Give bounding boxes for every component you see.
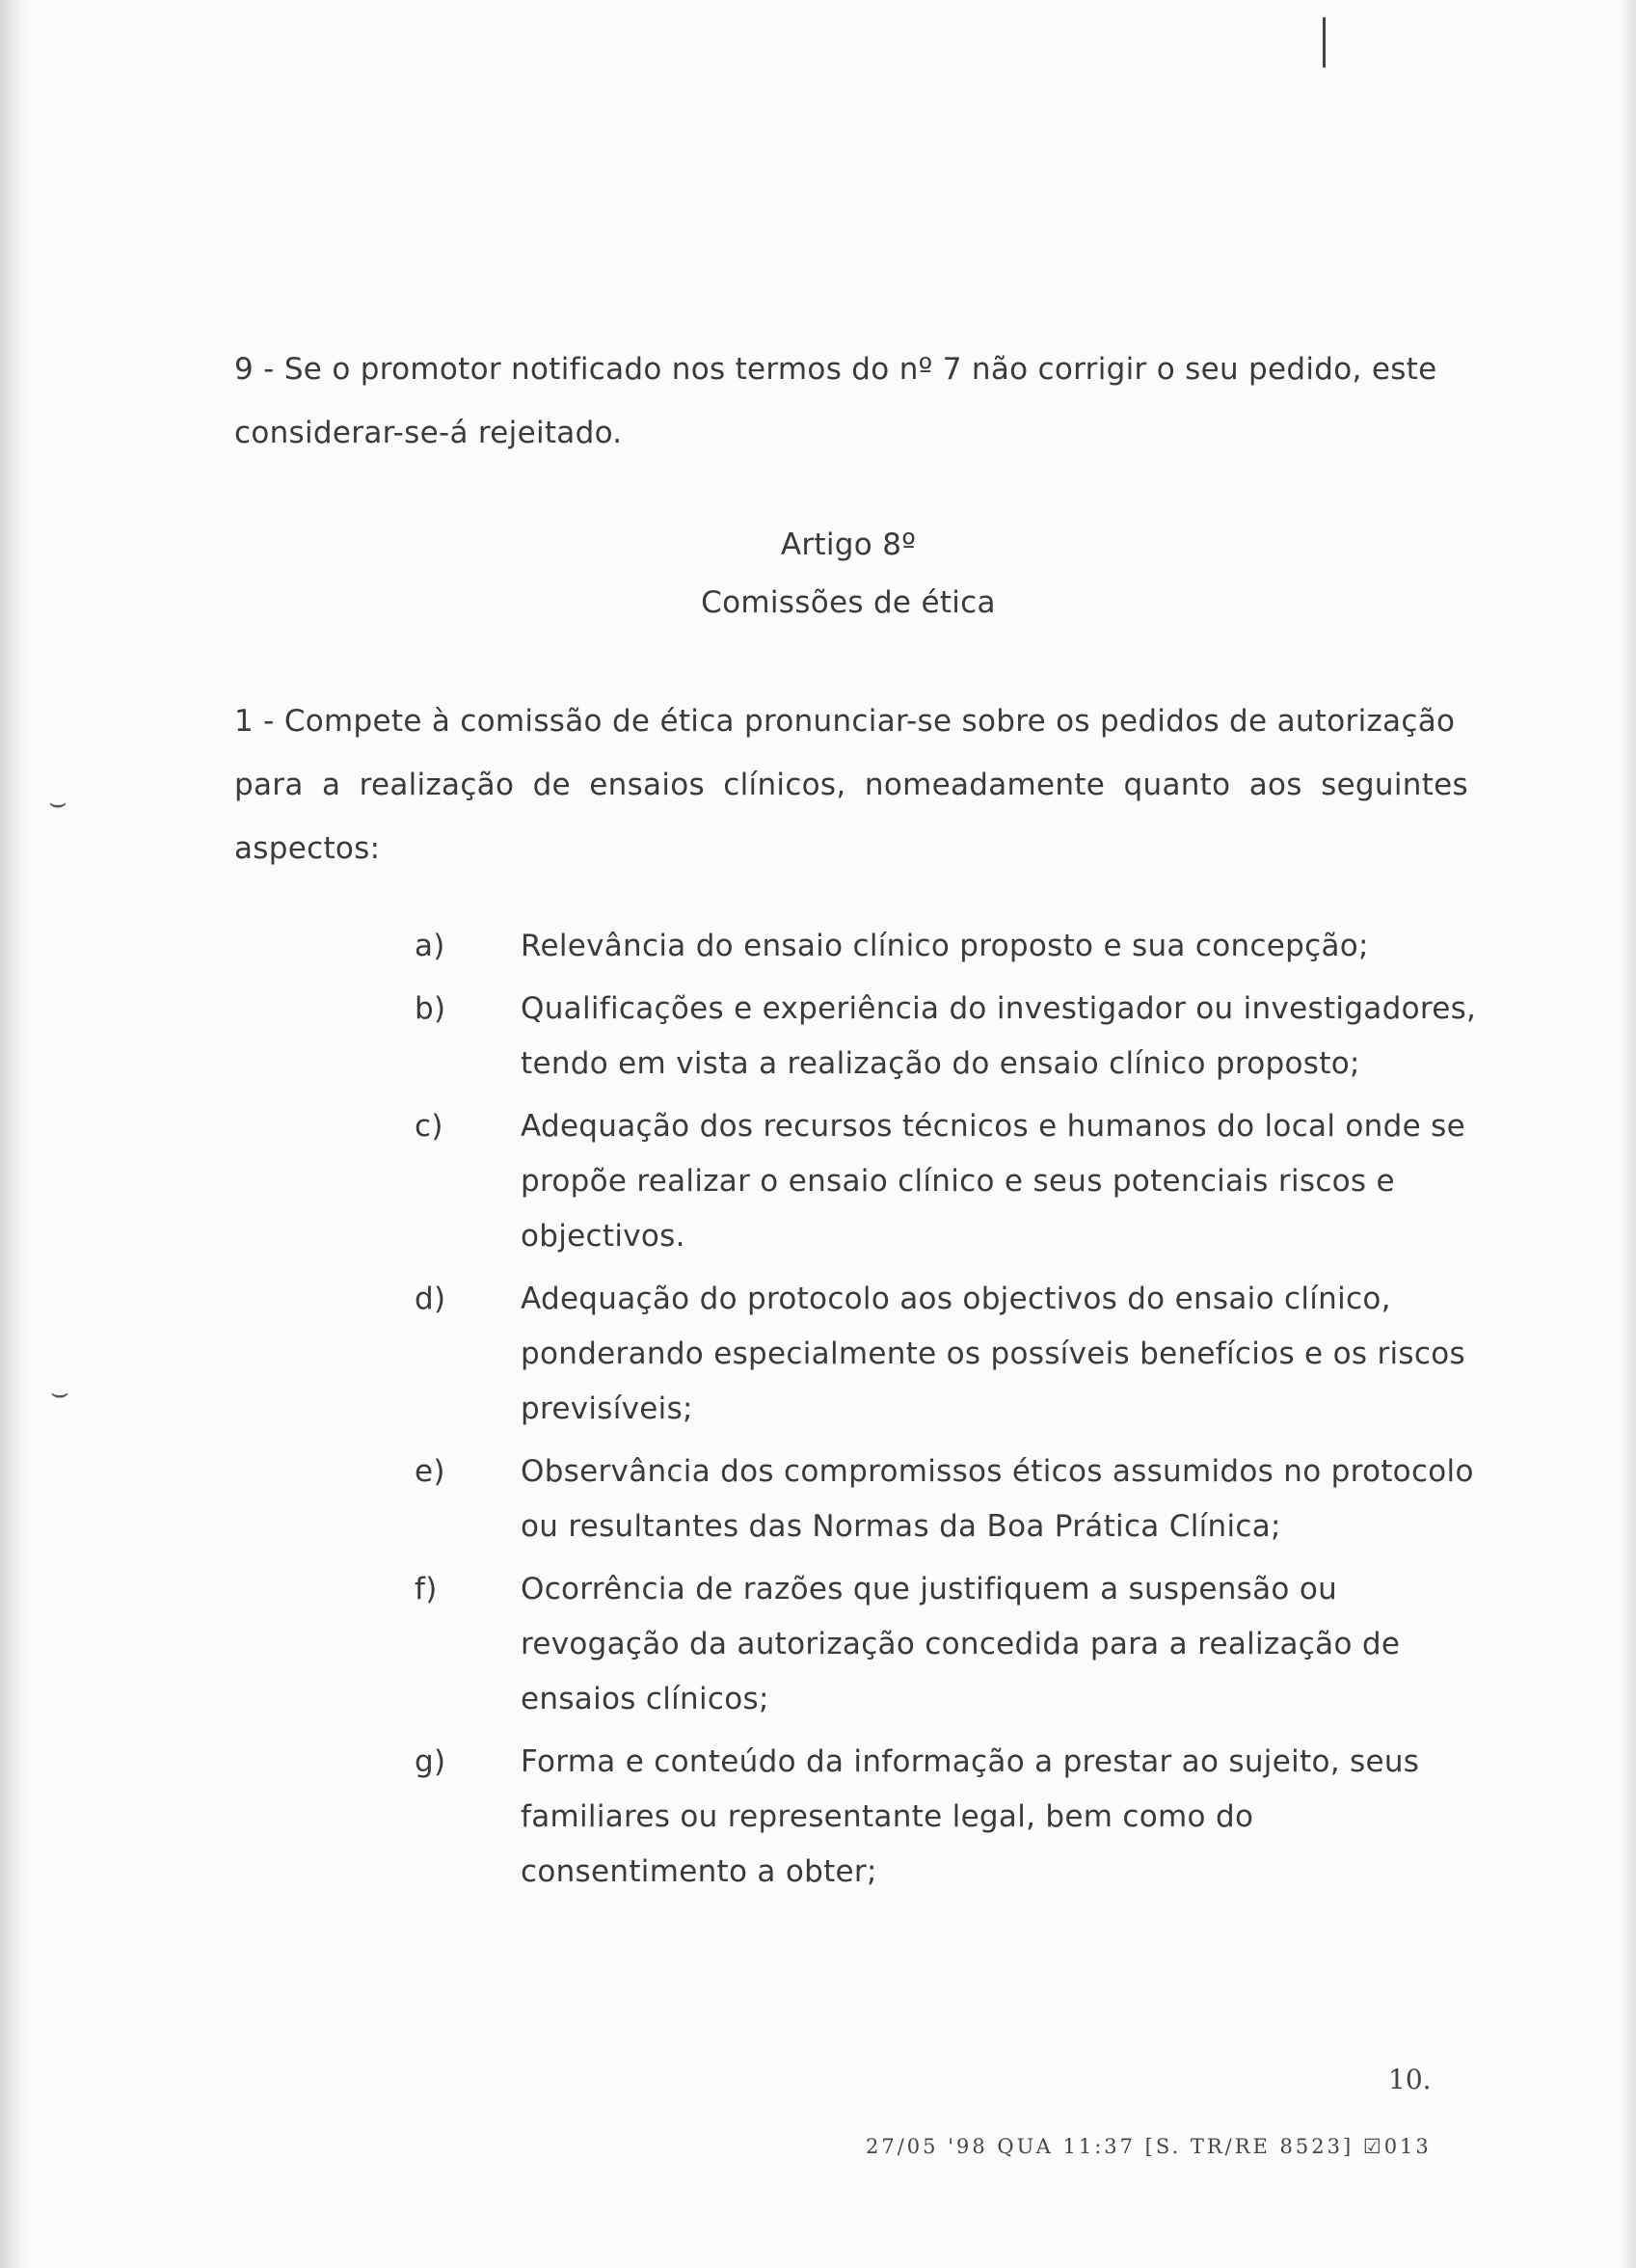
scan-edge-right (1619, 0, 1636, 2268)
list-item-text: Forma e conteúdo da informação a prestar ao sujeito, seus familiares ou representante legal, bem como do consentimento a obter; (521, 1744, 1420, 1889)
margin-mark: ⌣ (50, 1376, 69, 1410)
article-heading: Artigo 8º (780, 527, 917, 562)
paragraph-1-line-3: aspectos: (234, 831, 381, 866)
list-item-text: Relevância do ensaio clínico proposto e sua concepção; (521, 929, 1369, 963)
paragraph-9-line-1: 9 - Se o promotor notificado nos termos do nº 7 não corrigir o seu pedido, este (234, 352, 1437, 387)
list-marker: b) (415, 991, 446, 1026)
paragraph-1-line-1: 1 - Compete à comissão de ética pronunciar-se sobre os pedidos de autorização (234, 704, 1456, 739)
list-item (405, 1444, 1485, 1554)
scan-mark (1323, 17, 1326, 68)
list-marker: a) (415, 929, 445, 963)
scan-edge-left (0, 0, 33, 2268)
article-title: Comissões de ética (701, 585, 996, 620)
list-marker: f) (415, 1572, 438, 1606)
list-item-text: Ocorrência de razões que justifiquem a suspensão ou revogação da autorização concedida para a realização de ensaios clínicos; (521, 1572, 1401, 1716)
paragraph-1-line-2: para a realização de ensaios clínicos, nomeadamente quanto aos seguintes (234, 768, 1468, 802)
margin-mark: ⌣ (48, 786, 67, 820)
list-item-text: Observância dos compromissos éticos assumidos no protocolo ou resultantes das Normas da Boa Prática Clínica; (521, 1454, 1474, 1544)
list-item-text: Qualificações e experiência do investigador ou investigadores, tendo em vista a realização do ensaio clínico proposto; (521, 991, 1477, 1081)
paragraph-9-line-2: considerar-se-á rejeitado. (234, 416, 623, 450)
list-item (405, 919, 1485, 974)
list-item-text: Adequação do protocolo aos objectivos do ensaio clínico, ponderando especialmente os possíveis benefícios e os riscos previsíveis; (521, 1282, 1465, 1426)
list-item (405, 1735, 1485, 1900)
list-item-text: Adequação dos recursos técnicos e humanos do local onde se propõe realizar o ensaio clínico e seus potenciais riscos e objectivos. (521, 1109, 1465, 1254)
list-marker: d) (415, 1282, 446, 1316)
fax-header: 27/05 '98 QUA 11:37 [S. TR/RE 8523] ☑013 (866, 2135, 1432, 2158)
list-marker: g) (415, 1744, 446, 1779)
list-marker: e) (415, 1454, 445, 1489)
list-item (405, 1272, 1485, 1437)
page-number: 10. (1388, 2064, 1432, 2095)
list-item (405, 982, 1485, 1092)
aspects-list (405, 919, 1485, 1900)
paragraph-9 (234, 338, 1468, 465)
list-marker: c) (415, 1109, 443, 1144)
list-item (405, 1099, 1485, 1264)
paragraph-1 (234, 689, 1468, 880)
list-item (405, 1562, 1485, 1727)
